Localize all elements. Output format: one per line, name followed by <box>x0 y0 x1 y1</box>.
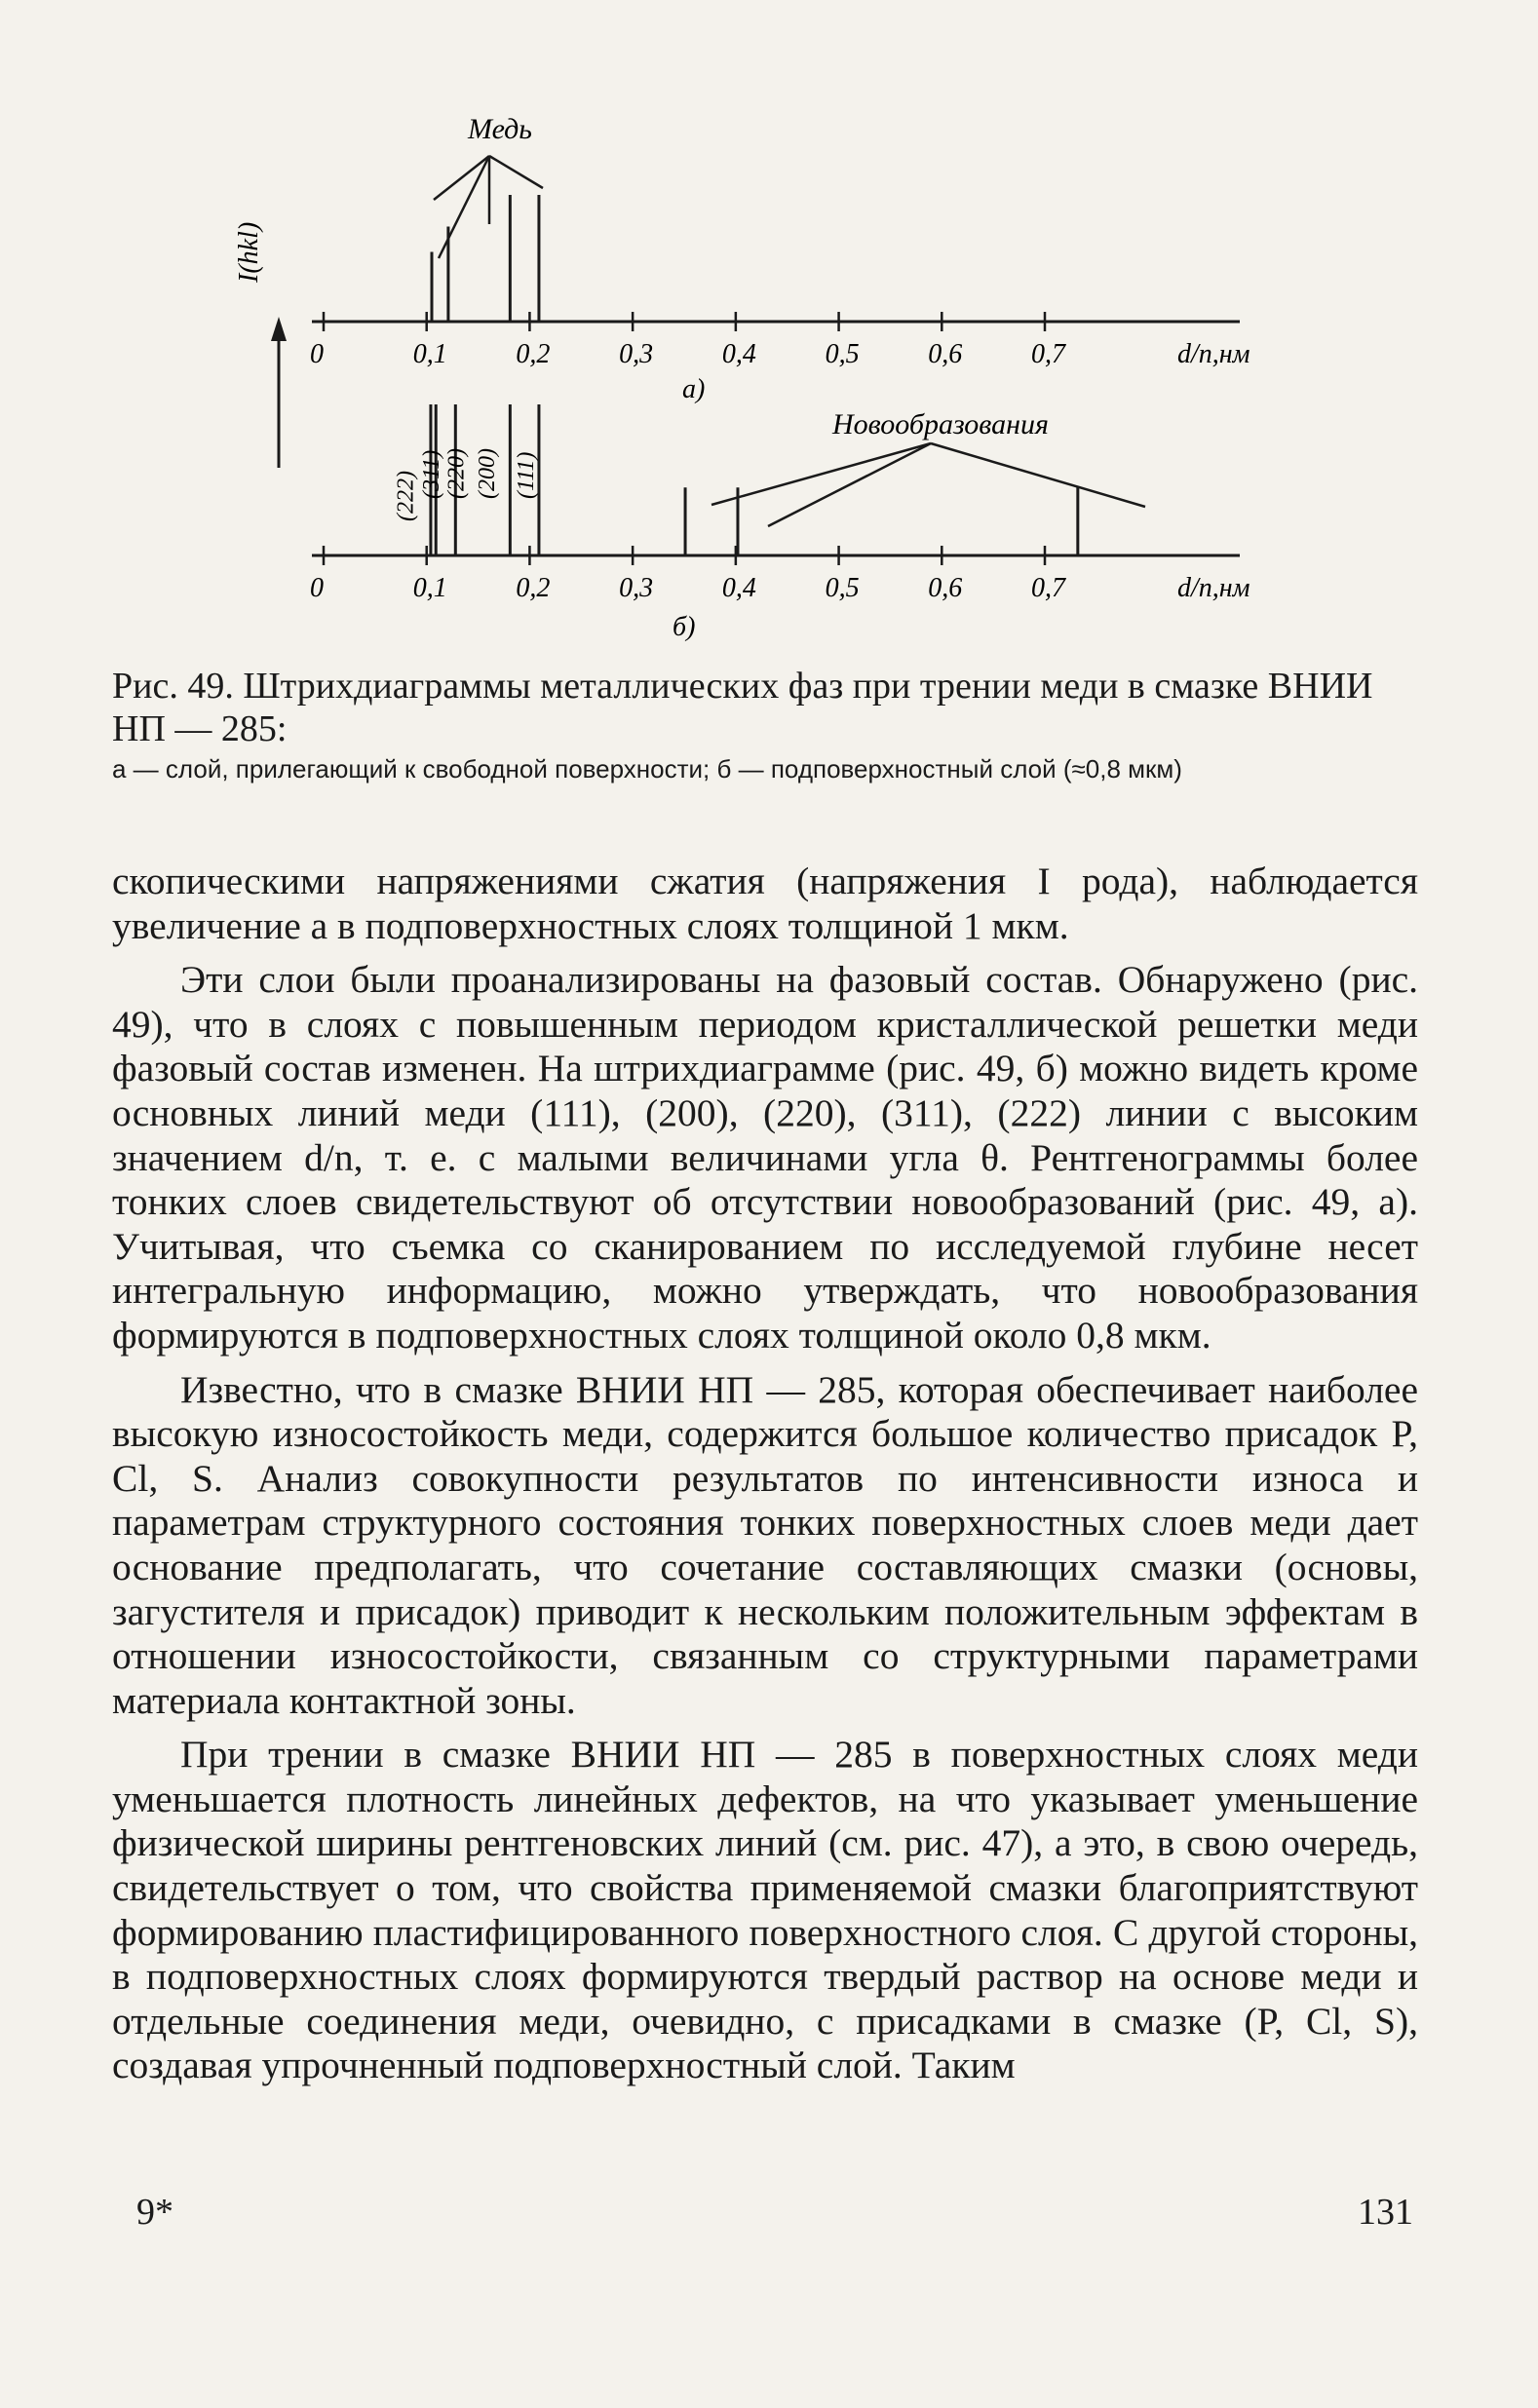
panel-a-x-unit-label: d/n,нм <box>1177 339 1250 369</box>
tick-label: 0,2 <box>516 573 551 603</box>
panel-a-panel-letter: а) <box>682 374 706 404</box>
panel-a-group-label: Медь <box>468 113 532 145</box>
body-text <box>112 860 1418 2088</box>
panel-b-line-labels <box>394 448 540 521</box>
panel-b-x-unit-label: d/n,нм <box>1177 573 1250 603</box>
paragraph: Эти слои были проанализированы на фазовый состав. Обнаружено (рис. 49), что в слоях с повышенным периодом кристаллической решетки меди фазовый состав изменен. На штрихдиаграмме (рис. 49, б) можно видеть кроме основных линий меди (111), (200), (220), (311), (222) линии с высоким значением d/n, т. е. с малыми величинами угла θ. Рентгенограммы более тонких слоев свидетельствуют об отсутствии новообразований (рис. 49, а). Учитывая, что съемка со сканированием по исследуемой глубине несет интегральную информацию, можно утверждать, что новообразования формируются в подповерхностных слоях толщиной около 0,8 мкм. <box>112 958 1418 1357</box>
panel-b-arrows <box>711 443 1145 526</box>
tick-label: 0,2 <box>516 339 551 369</box>
intensity-arrow-icon <box>271 317 287 468</box>
panel-a <box>234 113 1250 404</box>
tick-label: 0,1 <box>412 339 447 369</box>
paragraph: При трении в смазке ВНИИ НП — 285 в поверхностных слоях меди уменьшается плотность линейных дефектов, на что указывает уменьшение физической ширины рентгеновских линий (см. рис. 47), а это, в свою очередь, свидетельствует о том, что свойства применяемой смазки благоприятствуют формированию пластифицированного поверхностного слоя. С другой стороны, в подповерхностных слоях формируются твердый раствор на основе меди и отдельные соединения меди, очевидно, с присадками в смазке (P, Cl, S), создавая упрочненный подповерхностный слой. Таким <box>112 1733 1418 2087</box>
panel-a-arrows <box>434 156 543 258</box>
tick-label: 0,6 <box>928 573 963 603</box>
tick-label: 0,5 <box>825 339 860 369</box>
paragraph: Известно, что в смазке ВНИИ НП — 285, которая обеспечивает наиболее высокую износостойкость меди, содержится большое количество присадок P, Cl, S. Анализ совокупности результатов по интенсивности износа и параметрам структурного состояния тонких поверхностных слоев меди дает основание предполагать, что сочетание составляющих смазки (основы, загустителя и присадок) приводит к нескольким положительным эффектам в отношении износостойкости, связанным со структурными параметрами материала контактной зоны. <box>112 1367 1418 1722</box>
tick-label: 0 <box>310 573 324 603</box>
signature-mark: 9* <box>136 2192 173 2233</box>
tick-label: 0,3 <box>619 573 654 603</box>
tick-label: 0,6 <box>928 339 963 369</box>
panel-b <box>310 404 1250 642</box>
tick-label: 0,7 <box>1031 573 1065 603</box>
tick-label: 0,5 <box>825 573 860 603</box>
figure-legend: а — слой, прилегающий к свободной поверхности; б — подповерхностный слой (≈0,8 мкм) <box>112 754 1182 784</box>
hkl-label: (311) <box>418 449 444 499</box>
panel-a-y-axis-label: I(hkl) <box>234 221 264 283</box>
figure-caption: Рис. 49. Штрихдиаграммы металлических фаз при трении меди в смазке ВНИИ НП — 285: <box>112 666 1373 749</box>
page-number: 131 <box>1358 2192 1413 2233</box>
hkl-label: (222) <box>393 471 419 521</box>
tick-label: 0,1 <box>412 573 447 603</box>
tick-label: 0,4 <box>721 573 756 603</box>
tick-label: 0,3 <box>619 339 654 369</box>
hkl-label: (200) <box>475 448 501 499</box>
tick-label: 0,7 <box>1031 339 1065 369</box>
tick-label: 0 <box>310 339 324 369</box>
hkl-label: (220) <box>443 448 470 499</box>
paragraph: скопическими напряжениями сжатия (напряжения I рода), наблюдается увеличение а в подповерхностных слоях толщиной 1 мкм. <box>112 860 1418 947</box>
tick-label: 0,4 <box>721 339 756 369</box>
hkl-label: (111) <box>514 451 540 499</box>
stick-diagram-figure <box>234 97 1277 682</box>
panel-b-group-label: Новообразования <box>832 408 1049 440</box>
panel-a-lines <box>432 195 539 322</box>
panel-b-panel-letter: б) <box>673 612 696 642</box>
